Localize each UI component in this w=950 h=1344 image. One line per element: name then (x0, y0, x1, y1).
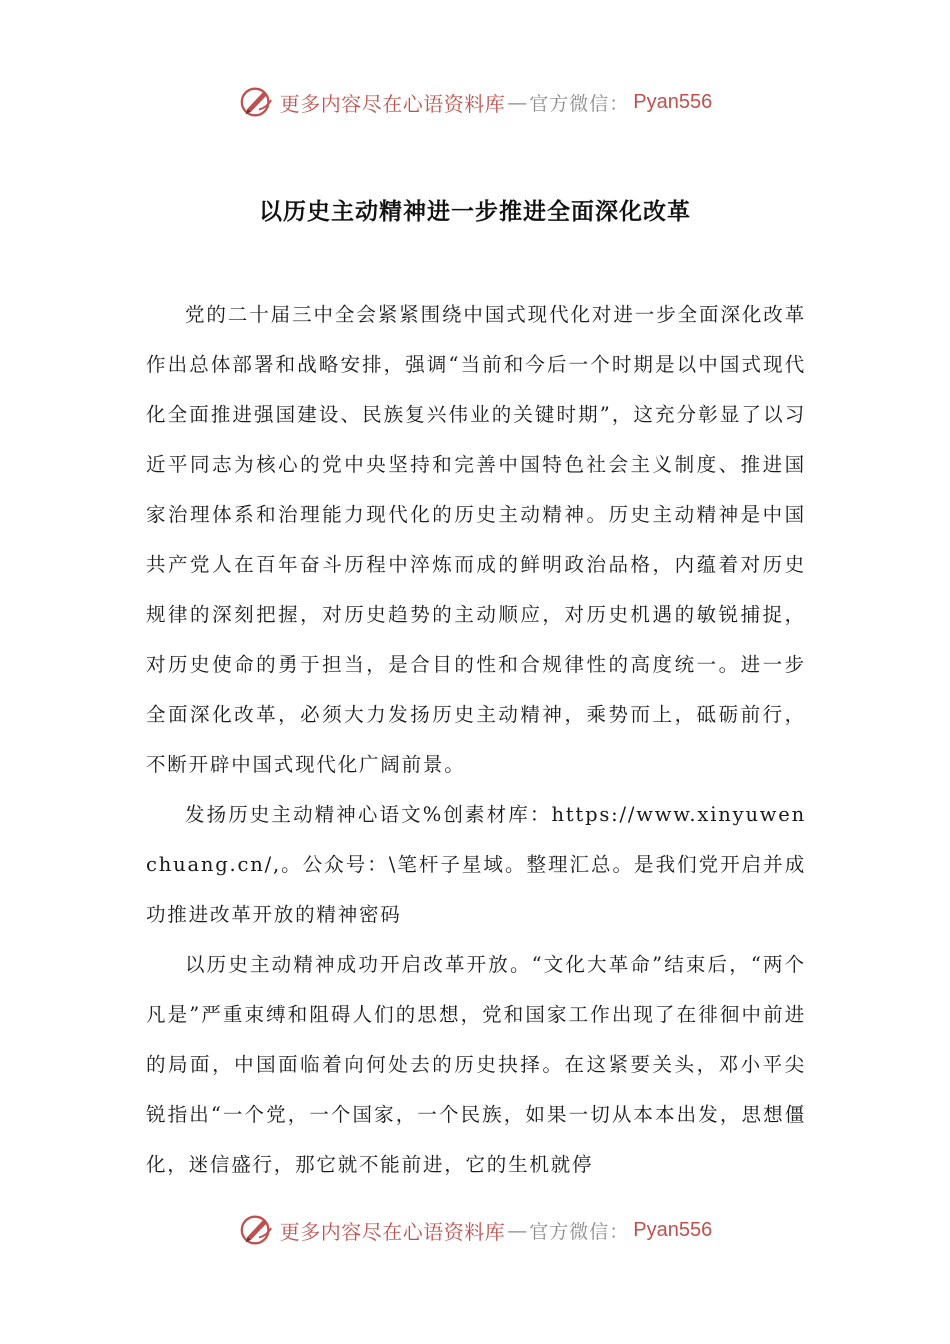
paragraph: 以历史主动精神成功开启改革开放。“文化大革命”结束后，“两个凡是”严重束缚和阻碍人们的思想，党和国家工作出现了在徘徊中前进的局面，中国面临着向何处去的历史抉择。在这紧要关头，邓小平尖锐指出“一个党，一个国家，一个民族，如果一切从本本出发，思想僵化，迷信盛行，那它就不能前进，它的生机就停 (146, 953, 806, 1176)
footer-banner (0, 1210, 950, 1250)
paragraph: 发扬历史主动精神心语文%创素材库：https://www.xinyuwenchuang.cn/,。公众号：\笔杆子星域。整理汇总。是我们党开启并成功推进改革开放的精神密码 (146, 803, 806, 926)
banner-wechat-label: 官方微信： (529, 1220, 630, 1243)
banner-dash: — (507, 90, 528, 114)
pen-logo-icon (238, 83, 276, 121)
banner-dash: — (507, 1218, 528, 1242)
pen-logo-icon (238, 1211, 276, 1249)
article-body (146, 290, 806, 1190)
paragraph: 党的二十届三中全会紧紧围绕中国式现代化对进一步全面深化改革作出总体部署和战略安排，强调“当前和今后一个时期是以中国式现代化全面推进强国建设、民族复兴伟业的关键时期”，这充分彰显了以习近平同志为核心的党中央坚持和完善中国特色社会主义制度、推进国家治理体系和治理能力现代化的历史主动精神。历史主动精神是中国共产党人在百年奋斗历程中淬炼而成的鲜明政治品格，内蕴着对历史规律的深刻把握，对历史趋势的主动顺应，对历史机遇的敏锐捕捉，对历史使命的勇于担当，是合目的性和合规律性的高度统一。进一步全面深化改革，必须大力发扬历史主动精神，乘势而上，砥砺前行，不断开辟中国式现代化广阔前景。 (146, 303, 806, 776)
banner-brand: 更多内容尽在心语资料库 (279, 1219, 506, 1244)
banner-wechat-label: 官方微信： (529, 92, 630, 115)
header-banner (0, 82, 950, 122)
banner-wechat-id: Pyan556 (633, 1218, 713, 1241)
banner-brand: 更多内容尽在心语资料库 (279, 91, 506, 116)
article-title: 以历史主动精神进一步推进全面深化改革 (259, 199, 691, 226)
banner-wechat-id: Pyan556 (633, 90, 713, 113)
